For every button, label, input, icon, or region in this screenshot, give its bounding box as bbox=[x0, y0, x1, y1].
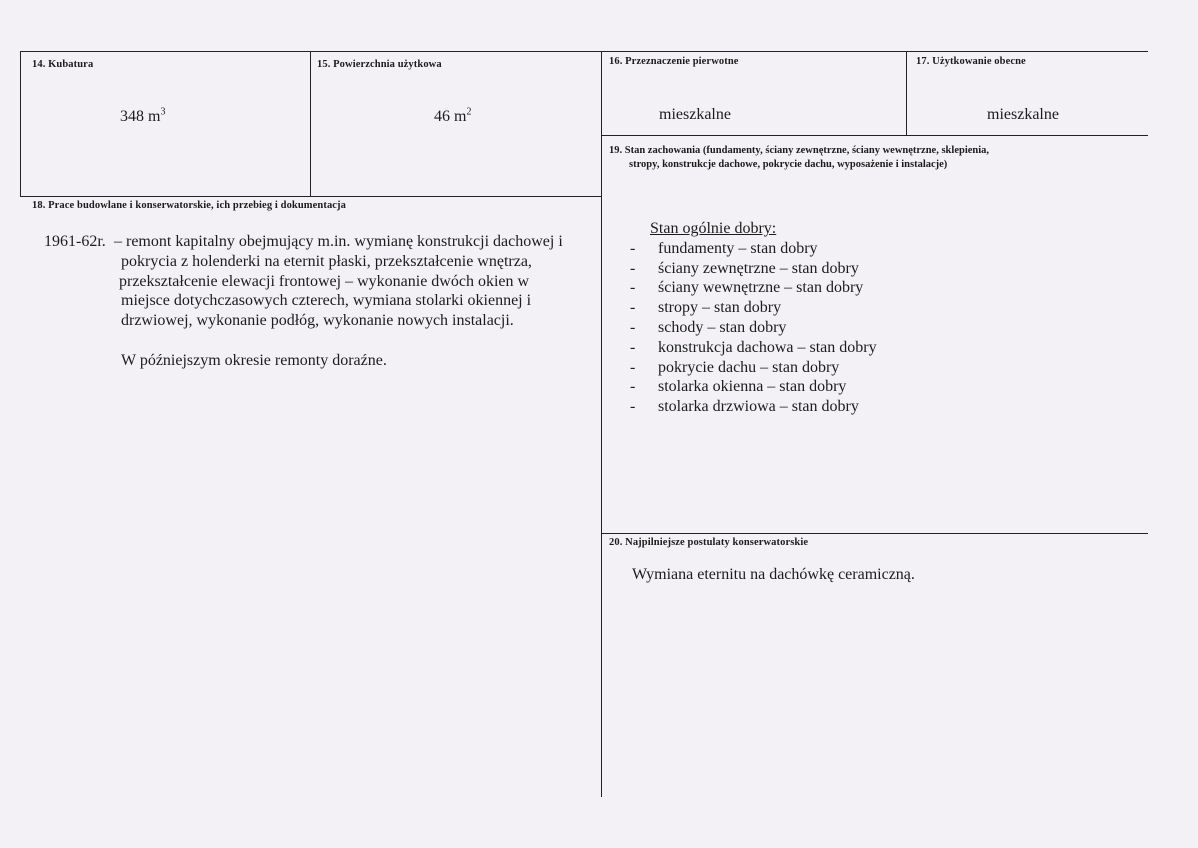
condition-item-roof-structure: konstrukcja dachowa – stan dobry bbox=[658, 338, 877, 356]
works-dash: – bbox=[114, 233, 122, 250]
divider-row20 bbox=[601, 533, 1148, 534]
condition-item-interior-walls: ściany wewnętrzne – stan dobry bbox=[658, 279, 864, 297]
list-item bbox=[630, 358, 877, 378]
list-bullet: - bbox=[630, 318, 636, 336]
list-bullet: - bbox=[630, 338, 636, 356]
cubature-unit-exponent: 3 bbox=[160, 106, 166, 118]
works-line: przekształcenie elewacji frontowej – wykonanie dwóch okien w bbox=[119, 272, 530, 290]
condition-item-doors: stolarka drzwiowa – stan dobry bbox=[658, 398, 859, 416]
condition-item-foundations: fundamenty – stan dobry bbox=[658, 239, 818, 257]
condition-title: Stan ogólnie dobry: bbox=[650, 220, 777, 237]
area-value: 46 m bbox=[434, 108, 467, 125]
works-line: drzwiowej, wykonanie podłóg, wykonanie nowych instalacji. bbox=[121, 312, 514, 330]
condition-item-stairs: schody – stan dobry bbox=[658, 318, 787, 336]
field-17-label: 17. Użytkowanie obecne bbox=[916, 56, 1026, 67]
cubature-value: 348 m bbox=[120, 108, 161, 125]
field-19-label-line2: stropy, konstrukcje dachowe, pokrycie dachu, wyposażenie i instalacje) bbox=[629, 159, 948, 170]
works-date: 1961-62r. bbox=[44, 233, 106, 250]
field-19-label-line1: 19. Stan zachowania (fundamenty, ściany zewnętrzne, ściany wewnętrzne, sklepienia, bbox=[609, 145, 990, 156]
condition-item-windows: stolarka okienna – stan dobry bbox=[658, 378, 847, 396]
list-bullet: - bbox=[630, 279, 636, 297]
condition-item-exterior-walls: ściany zewnętrzne – stan dobry bbox=[658, 259, 859, 277]
list-item bbox=[630, 259, 877, 279]
works-later-note: W późniejszym okresie remonty doraźne. bbox=[121, 352, 387, 369]
field-20-label: 20. Najpilniejsze postulaty konserwatorskie bbox=[609, 537, 809, 548]
vertical-center bbox=[601, 51, 602, 797]
list-bullet: - bbox=[630, 259, 636, 277]
list-bullet: - bbox=[630, 358, 636, 376]
condition-list bbox=[630, 219, 877, 417]
list-item bbox=[630, 377, 877, 397]
vertical-14-15 bbox=[310, 51, 311, 197]
field-14-label: 14. Kubatura bbox=[32, 59, 94, 70]
field-14-value bbox=[120, 108, 165, 126]
list-bullet: - bbox=[630, 299, 636, 317]
works-line: miejsce dotychczasowych czterech, wymiana stolarki okiennej i bbox=[121, 292, 532, 310]
list-item bbox=[630, 338, 877, 358]
area-unit-exponent: 2 bbox=[466, 106, 472, 118]
field-15-value bbox=[434, 108, 471, 126]
list-bullet: - bbox=[630, 378, 636, 396]
list-bullet: - bbox=[630, 239, 636, 257]
condition-item-roofing: pokrycie dachu – stan dobry bbox=[658, 358, 840, 376]
vertical-16-17 bbox=[906, 51, 907, 136]
top-border bbox=[20, 51, 1148, 52]
field-16-value: mieszkalne bbox=[659, 106, 731, 123]
list-item bbox=[630, 239, 877, 259]
list-item bbox=[630, 298, 877, 318]
list-item bbox=[630, 397, 877, 417]
works-line: remont kapitalny obejmujący m.in. wymianę konstrukcji dachowej i bbox=[126, 233, 563, 250]
field-17-value: mieszkalne bbox=[987, 106, 1059, 123]
divider-row1-mid bbox=[601, 135, 1148, 136]
works-description bbox=[119, 232, 590, 331]
field-19-label bbox=[609, 144, 1109, 172]
condition-item-ceilings: stropy – stan dobry bbox=[658, 299, 782, 317]
works-line: pokrycia z holenderki na eternit płaski, przekształcenie wnętrza, bbox=[121, 252, 532, 270]
vertical-left-edge bbox=[20, 51, 21, 197]
field-18-label: 18. Prace budowlane i konserwatorskie, ich przebieg i dokumentacja bbox=[32, 200, 347, 211]
field-16-label: 16. Przeznaczenie pierwotne bbox=[609, 56, 739, 67]
list-bullet: - bbox=[630, 398, 636, 416]
list-item bbox=[630, 278, 877, 298]
field-15-label: 15. Powierzchnia użytkowa bbox=[317, 59, 442, 70]
list-item bbox=[630, 318, 877, 338]
field-20-value: Wymiana eternitu na dachówkę ceramiczną. bbox=[632, 566, 915, 583]
